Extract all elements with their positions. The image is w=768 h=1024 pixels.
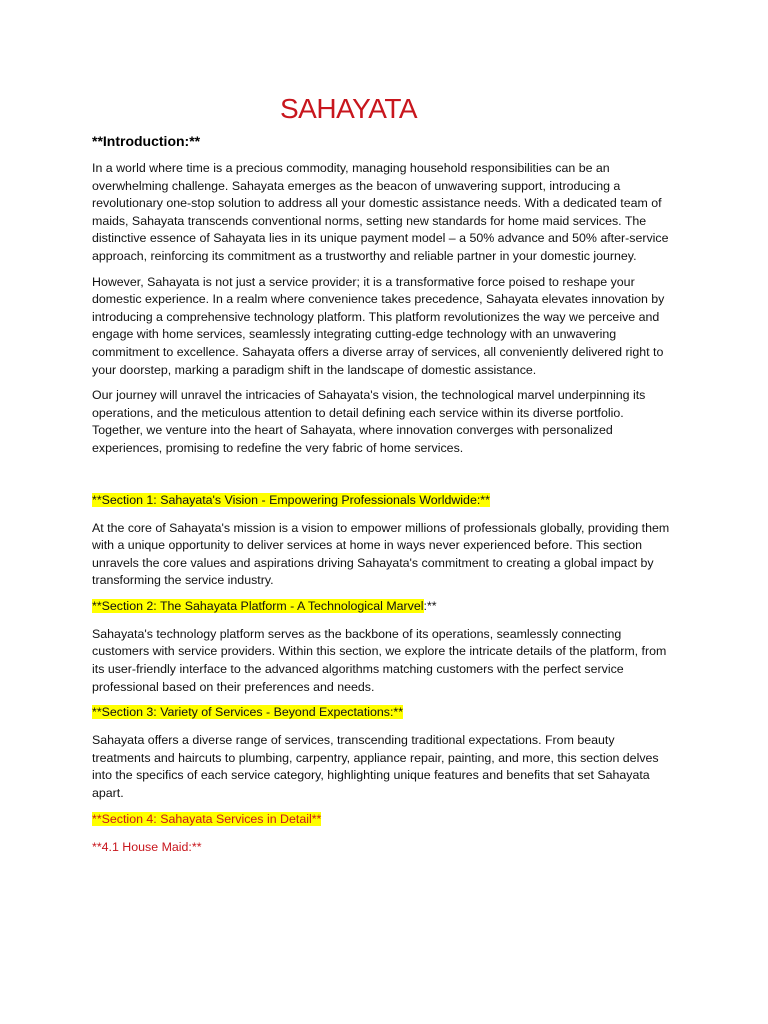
section-1-heading-text: **Section 1: Sahayata's Vision - Empowering Professionals Worldwide:** bbox=[92, 492, 490, 507]
section-3-body: Sahayata offers a diverse range of services, transcending traditional expectations. From beauty treatments and haircuts to plumbing, carpentry, appliance repair, painting, and more, this section delves into the specifics of each service category, highlighting unique features and benefits that set Sahayata apart. bbox=[92, 733, 659, 801]
section-3-heading-text: **Section 3: Variety of Services - Beyond Expectations:** bbox=[92, 705, 404, 720]
section-2-heading-highlighted: **Section 2: The Sahayata Platform - A Technological Marvel bbox=[92, 598, 424, 613]
subsection-4-1-heading: **4.1 House Maid:** bbox=[92, 839, 202, 854]
document-title: SAHAYATA bbox=[280, 93, 418, 124]
section-4-heading bbox=[92, 811, 676, 828]
section-2-body: Sahayata's technology platform serves as the backbone of its operations, seamlessly connecting customers with service providers. Within this section, we explore the intricate details of the platform, from its user-friendly interface to the advanced algorithms matching customers with the perfect service professional based on their preferences and needs. bbox=[92, 626, 667, 694]
section-2-heading-rest: :** bbox=[423, 598, 437, 613]
section-2-heading bbox=[92, 598, 676, 615]
intro-paragraph-1: In a world where time is a precious commodity, managing household responsibilities can be an overwhelming challenge. Sahayata emerges as the beacon of unwavering support, introducing a revolutionary one-stop solution to address all your domestic assistance needs. With a dedicated team of maids, Sahayata transcends conventional norms, setting new standards for home maid services. The distinctive essence of Sahayata lies in its unique payment model – a 50% advance and 50% after-service approach, reinforcing its commitment as a trustworthy and reliable partner in your domestic journey. bbox=[92, 161, 669, 263]
section-spacer bbox=[92, 466, 676, 492]
section-1-heading bbox=[92, 492, 676, 509]
introduction-heading: **Introduction:** bbox=[92, 133, 201, 149]
intro-paragraph-2: However, Sahayata is not just a service provider; it is a transformative force poised to reshape your domestic experience. In a realm where convenience takes precedence, Sahayata elevates innovation by introducing a comprehensive technology platform. This platform revolutionizes the way we perceive and engage with home services, seamlessly integrating cutting-edge technology with an unwavering commitment to excellence. Sahayata offers a diverse array of services, all conveniently delivered right to your doorstep, marking a paradigm shift in the landscape of domestic assistance. bbox=[92, 274, 665, 377]
section-4-heading-text: **Section 4: Sahayata Services in Detail** bbox=[92, 811, 322, 826]
section-1-body: At the core of Sahayata's mission is a vision to empower millions of professionals globally, providing them with a unique opportunity to deliver services at home in ways never experienced before. This section unravels the core values and aspirations driving Sahayata's commitment to creating a global impact by transforming the service industry. bbox=[92, 520, 670, 588]
intro-paragraph-3: Our journey will unravel the intricacies of Sahayata's vision, the technological marvel underpinning its operations, and the meticulous attention to detail defining each service within its diverse portfolio. Together, we venture into the heart of Sahayata, where innovation converges with personalized experiences, promising to redefine the very fabric of home services. bbox=[92, 388, 646, 455]
section-3-heading bbox=[92, 704, 676, 721]
